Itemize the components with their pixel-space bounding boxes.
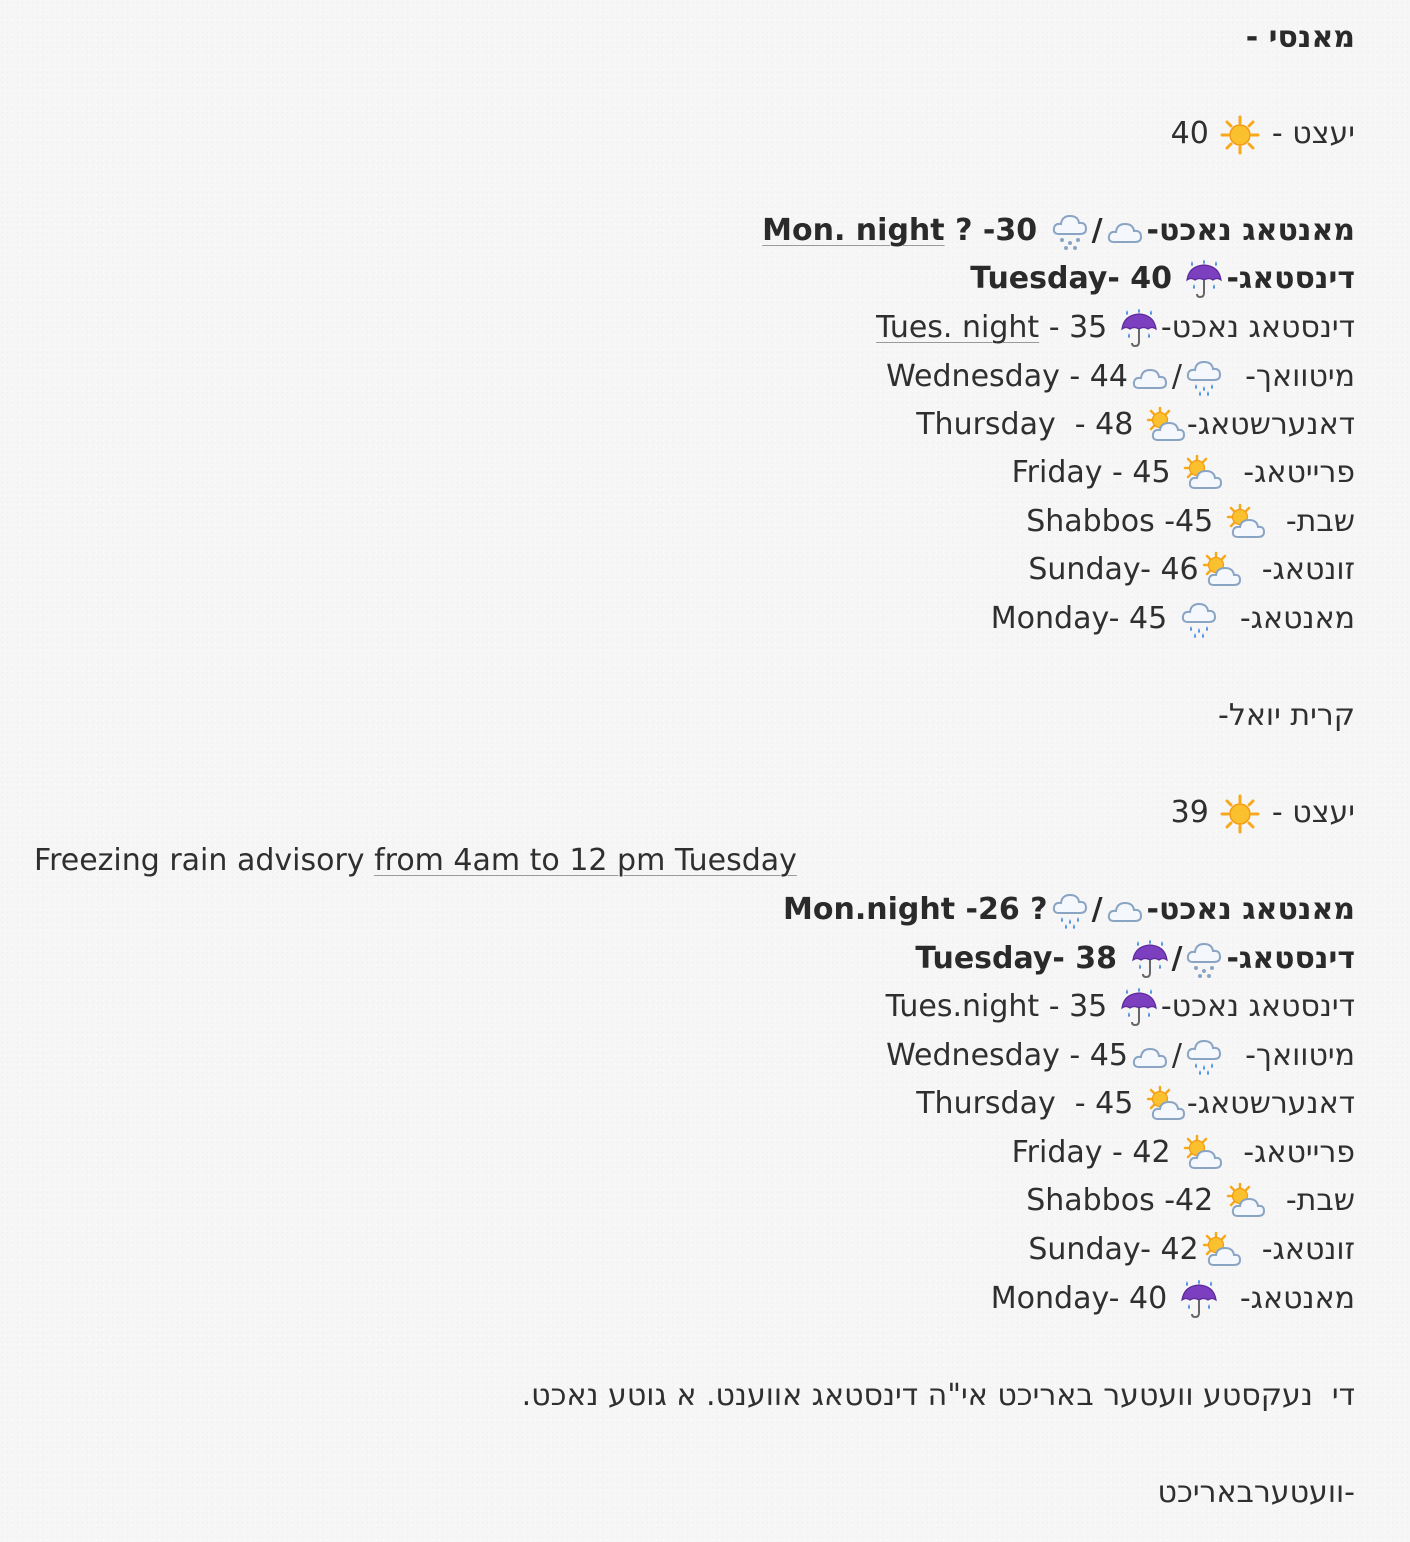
day-forecast: Sunday- 46 bbox=[1028, 552, 1199, 587]
day-forecast: Monday- 45 bbox=[990, 601, 1168, 636]
sun-behind-cloud-icon bbox=[1225, 1182, 1265, 1222]
kj-now-line bbox=[20, 789, 1355, 837]
kj-friday-line bbox=[20, 1129, 1355, 1177]
kj-sunday-line bbox=[20, 1226, 1355, 1274]
sun-behind-cloud-icon bbox=[1201, 551, 1241, 591]
day-forecast: Wednesday - 44 bbox=[886, 359, 1128, 394]
sun-behind-cloud-icon bbox=[1182, 454, 1222, 494]
now-label: יעצט - bbox=[1262, 116, 1355, 151]
cloud-icon bbox=[1130, 358, 1170, 398]
day-label: מאנטאג נאכט- bbox=[1146, 892, 1355, 927]
kj-tuesday-line: דינסטאג- / Tuesday- 38 bbox=[20, 935, 1355, 983]
day-forecast: Sunday- 42 bbox=[1028, 1232, 1199, 1267]
day-label: מאנטאג נאכט- bbox=[1146, 213, 1355, 248]
day-label: דינסטאג- bbox=[1226, 941, 1355, 976]
monsey-tues-night-line: דינסטאג נאכט- Tues. night - 35 bbox=[20, 304, 1355, 352]
day-label: פרייטאג- bbox=[1243, 455, 1355, 490]
kj-thursday-line bbox=[20, 1080, 1355, 1128]
day-label: דינסטאג- bbox=[1226, 261, 1355, 296]
day-forecast: Tuesday- 40 bbox=[970, 261, 1173, 296]
day-label: דאנערשטאג- bbox=[1186, 407, 1355, 442]
cloud-icon bbox=[1130, 1037, 1170, 1077]
sun-behind-cloud-icon bbox=[1145, 406, 1185, 446]
monsey-wednesday-line: מיטוואך- / Wednesday - 44 bbox=[20, 353, 1355, 401]
day-label: שבת- bbox=[1285, 1183, 1355, 1218]
now-temp: 39 bbox=[1170, 795, 1209, 830]
cloud-icon bbox=[1105, 212, 1145, 252]
day-forecast: Monday- 40 bbox=[990, 1281, 1168, 1316]
footer-signature: -וועטערבאריכט bbox=[1157, 1475, 1355, 1510]
day-label: מיטוואך- bbox=[1245, 1038, 1355, 1073]
day-label: זונטאג- bbox=[1261, 552, 1355, 587]
day-forecast: Friday - 42 bbox=[1011, 1135, 1171, 1170]
day-label: דינסטאג נאכט- bbox=[1160, 310, 1355, 345]
day-label: דאנערשטאג- bbox=[1186, 1086, 1355, 1121]
umbrella-with-rain-icon bbox=[1119, 309, 1159, 349]
sun-icon bbox=[1220, 794, 1260, 834]
monsey-thursday-line bbox=[20, 401, 1355, 449]
day-forecast: Thursday - 48 bbox=[916, 407, 1134, 442]
kj-heading: קרית יואל- bbox=[1218, 698, 1355, 733]
cloud-with-snow-icon bbox=[1050, 212, 1090, 252]
now-label: יעצט - bbox=[1262, 795, 1355, 830]
cloud-with-rain-icon bbox=[1050, 891, 1090, 931]
umbrella-with-rain-icon bbox=[1179, 1280, 1219, 1320]
sun-behind-cloud-icon bbox=[1145, 1085, 1185, 1125]
day-forecast: Shabbos -42 bbox=[1026, 1183, 1214, 1218]
kj-monday-line bbox=[20, 1275, 1355, 1323]
kj-advisory-line: Freezing rain advisory from 4am to 12 pm Tuesday bbox=[34, 843, 797, 878]
cloud-with-rain-icon bbox=[1179, 600, 1219, 640]
day-forecast: Wednesday - 45 bbox=[886, 1038, 1128, 1073]
monsey-friday-line bbox=[20, 449, 1355, 497]
day-forecast: Tues.night - 35 bbox=[885, 989, 1108, 1024]
now-temp: 40 bbox=[1170, 116, 1209, 151]
day-label: מאנטאג- bbox=[1239, 1281, 1355, 1316]
kj-wednesday-line: מיטוואך- / Wednesday - 45 bbox=[20, 1032, 1355, 1080]
day-forecast: Mon.night -26 ? bbox=[783, 892, 1048, 927]
day-label: שבת- bbox=[1285, 504, 1355, 539]
day-forecast: Tuesday- 38 bbox=[915, 941, 1118, 976]
kj-shabbos-line bbox=[20, 1177, 1355, 1225]
monsey-shabbos-line bbox=[20, 498, 1355, 546]
mon-night-link[interactable]: Mon. night bbox=[762, 213, 945, 248]
cloud-icon bbox=[1105, 891, 1145, 931]
advisory-time-link[interactable]: from 4am to 12 pm Tuesday bbox=[374, 843, 797, 878]
kj-tues-night-line bbox=[20, 983, 1355, 1031]
day-label: פרייטאג- bbox=[1243, 1135, 1355, 1170]
day-label: מיטוואך- bbox=[1245, 359, 1355, 394]
sun-behind-cloud-icon bbox=[1225, 503, 1265, 543]
day-label: מאנטאג- bbox=[1239, 601, 1355, 636]
tues-night-link[interactable]: Tues. night bbox=[876, 310, 1040, 345]
umbrella-with-rain-icon bbox=[1119, 988, 1159, 1028]
sun-behind-cloud-icon bbox=[1182, 1134, 1222, 1174]
monsey-heading: מאנסי - bbox=[1245, 20, 1355, 55]
umbrella-with-rain-icon bbox=[1184, 260, 1224, 300]
umbrella-with-rain-icon bbox=[1130, 940, 1170, 980]
sun-icon bbox=[1220, 115, 1260, 155]
cloud-with-snow-icon bbox=[1184, 940, 1224, 980]
monsey-mon-night-line: מאנטאג נאכט- / Mon. night ? -30 bbox=[20, 207, 1355, 255]
kj-mon-night-line: מאנטאג נאכט- / Mon.night -26 ? bbox=[20, 886, 1355, 934]
day-forecast: Shabbos -45 bbox=[1026, 504, 1214, 539]
day-label: זונטאג- bbox=[1261, 1232, 1355, 1267]
day-forecast: Friday - 45 bbox=[1011, 455, 1171, 490]
monsey-tuesday-line bbox=[20, 255, 1355, 303]
monsey-sunday-line bbox=[20, 546, 1355, 594]
monsey-now-line bbox=[20, 110, 1355, 158]
footer-note: די נעקסטע וועטער באריכט אי"ה דינסטאג אווענט. א גוטע נאכט. bbox=[521, 1378, 1355, 1413]
cloud-with-rain-icon bbox=[1184, 358, 1224, 398]
day-label: דינסטאג נאכט- bbox=[1160, 989, 1355, 1024]
monsey-monday-line bbox=[20, 595, 1355, 643]
sun-behind-cloud-icon bbox=[1201, 1231, 1241, 1271]
day-forecast: Thursday - 45 bbox=[916, 1086, 1134, 1121]
cloud-with-rain-icon bbox=[1184, 1037, 1224, 1077]
